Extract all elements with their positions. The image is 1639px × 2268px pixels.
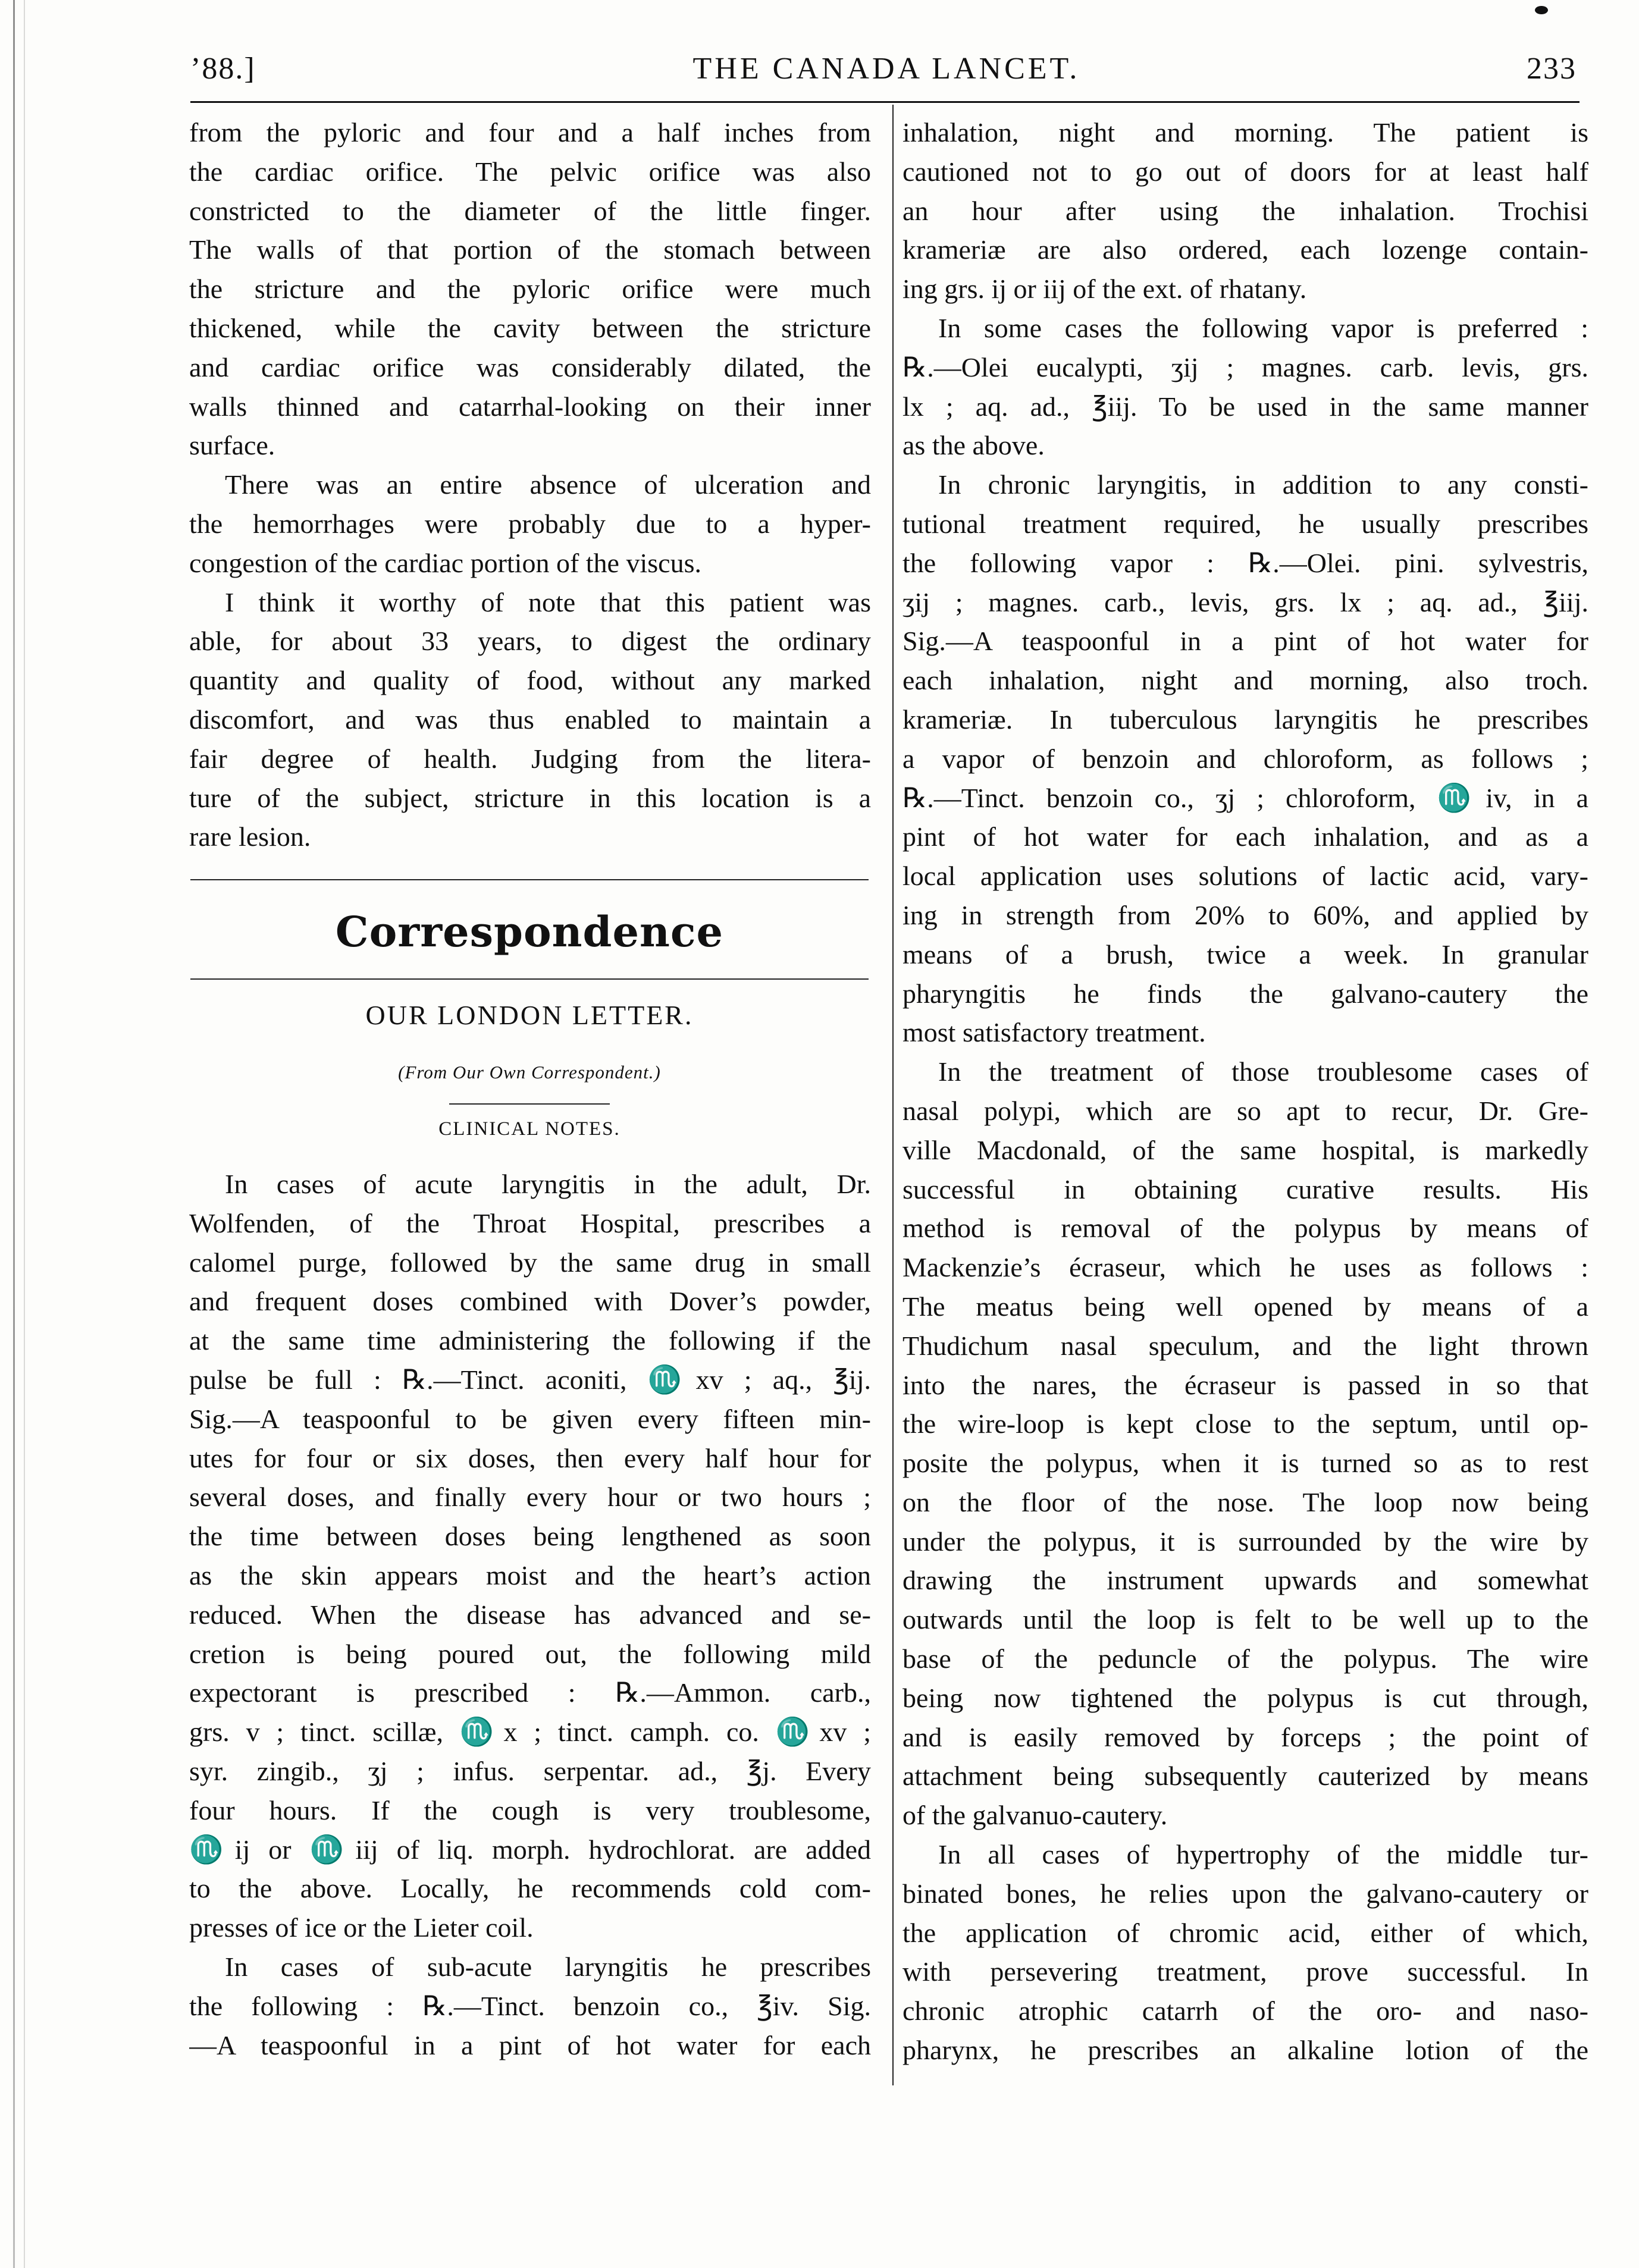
text-line: four hours. If the cough is very troublesome, [189,1795,871,1825]
text-line: as the above. [902,430,1045,461]
text-line: able, for about 33 years, to digest the ordinary [189,626,871,657]
text-line: ℞.—Olei eucalypti, ʒij ; magnes. carb. levis, grs. [902,352,1588,382]
text-line: —A teaspoonful in a pint of hot water for each [189,2029,871,2060]
text-line: the hemorrhages were probably due to a hyper- [189,508,871,539]
text-line: posite the polypus, when it is turned so as to rest [902,1448,1588,1479]
letter-title: OUR LONDON LETTER. [365,1000,694,1030]
header-rule [190,101,1580,103]
text-line: the wire-loop is kept close to the septum, until op- [902,1409,1588,1439]
text-line: attachment being subsequently cauterized by means [902,1761,1588,1792]
text-line: ing in strength from 20% to 60%, and applied by [902,899,1588,930]
text-line: nasal polypi, which are so apt to recur, Dr. Gre- [902,1095,1588,1126]
text-line: In cases of acute laryngitis in the adult, Dr. [225,1169,871,1199]
text-line: ʒij ; magnes. carb., levis, grs. lx ; aq. ad., ℥iij. [902,586,1588,617]
text-line: In some cases the following vapor is preferred : [938,312,1588,343]
text-line: to the above. Locally, he recommends cold com- [189,1873,871,1904]
text-line: several doses, and finally every hour or two hours ; [189,1482,871,1513]
text-line: the stricture and the pyloric orifice were much [189,274,871,305]
text-line: pint of hot water for each inhalation, and as a [902,821,1588,852]
text-line: quantity and quality of food, without any marked [189,665,871,696]
text-line: fair degree of health. Judging from the litera- [189,743,871,774]
text-line: drawing the instrument upwards and somewhat [902,1565,1588,1596]
section-divider-top [190,879,869,880]
text-line: presses of ice or the Lieter coil. [189,1912,534,1943]
text-line: Wolfenden, of the Throat Hospital, prescribes a [189,1207,871,1238]
letter-byline: (From Our Own Correspondent.) [398,1062,661,1083]
text-line: grs. v ; tinct. scillæ, ♏x ; tinct. camph. co. ♏xv ; [189,1717,871,1748]
text-line: and cardiac orifice was considerably dilated, the [189,352,871,382]
text-line: with persevering treatment, prove successful. In [902,1956,1588,1987]
text-line: the following vapor : ℞.—Olei. pini. sylvestris, [902,547,1588,578]
subsection-heading: CLINICAL NOTES. [438,1118,620,1140]
text-line: Sig.—A teaspoonful in a pint of hot water for [902,626,1588,657]
right-column [902,113,1588,2070]
left-column-upper [189,113,871,857]
text-line: thickened, while the cavity between the stricture [189,312,871,343]
text-line: expectorant is prescribed : ℞.—Ammon. carb., [189,1677,871,1708]
text-line: and is easily removed by forceps ; the point of [902,1721,1588,1752]
text-line: syr. zingib., ʒj ; infus. serpentar. ad., ℥j. Every [189,1755,871,1786]
text-line: ture of the subject, stricture in this location is a [189,782,871,813]
text-line: Sig.—A teaspoonful to be given every fifteen min- [189,1403,871,1434]
text-line: the application of chromic acid, either of which, [902,1917,1588,1948]
text-line: ℞.—Tinct. benzoin co., ʒj ; chloroform, ♏iv, in a [902,782,1588,813]
section-divider-bottom [190,978,869,980]
text-line: the cardiac orifice. The pelvic orifice was also [189,156,871,187]
text-line: reduced. When the disease has advanced and se- [189,1599,871,1630]
text-line: ♏ij or ♏iij of liq. morph. hydrochlorat. are added [189,1834,871,1865]
text-line: base of the peduncle of the polypus. The wire [902,1643,1588,1674]
byline-rule [449,1103,610,1105]
text-line: local application uses solutions of lactic acid, vary- [902,861,1588,892]
text-line: congestion of the cardiac portion of the viscus. [189,547,701,578]
text-line: as the skin appears moist and the heart’s action [189,1560,871,1591]
text-line: from the pyloric and four and a half inches from [189,117,871,148]
text-line: Thudichum nasal speculum, and the light thrown [902,1330,1588,1361]
text-line: krameriæ. In tuberculous laryngitis he prescribes [902,704,1588,735]
text-line: cautioned not to go out of doors for at least half [902,156,1588,187]
binding-edge [13,0,15,2268]
text-line: krameriæ are also ordered, each lozenge contain- [902,234,1588,265]
text-line: pulse be full : ℞.—Tinct. aconiti, ♏xv ; aq., ℥ij. [189,1364,871,1395]
text-line: The meatus being well opened by means of a [902,1291,1588,1322]
header-year: ’88.] [190,52,256,86]
text-line: utes for four or six doses, then every half hour for [189,1442,871,1473]
text-line: of the galvanuo-cautery. [902,1800,1168,1831]
text-line: method is removal of the polypus by means of [902,1213,1588,1244]
column-rule [892,105,894,2085]
text-line: the time between doses being lengthened as soon [189,1521,871,1552]
text-line: at the same time administering the following if the [189,1325,871,1356]
text-line: the following : ℞.—Tinct. benzoin co., ℥iv. Sig. [189,1990,871,2021]
running-header [190,43,1582,96]
text-line: chronic atrophic catarrh of the oro- and naso- [902,1996,1588,2027]
text-line: on the floor of the nose. The loop now being [902,1486,1588,1517]
text-line: into the nares, the écraseur is passed in so that [902,1369,1588,1400]
text-line: under the polypus, it is surrounded by the wire by [902,1526,1588,1557]
text-line: means of a brush, twice a week. In granular [902,939,1588,970]
text-line: I think it worthy of note that this patient was [225,586,871,617]
text-line: being now tightened the polypus is cut through, [902,1682,1588,1713]
text-line: In the treatment of those troublesome cases of [938,1056,1588,1087]
text-line: Mackenzie’s écraseur, which he uses as follows : [902,1252,1588,1283]
text-line: surface. [189,430,275,461]
text-line: pharyngitis he finds the galvano-cautery the [902,978,1588,1009]
section-title: Correspondence [335,907,724,956]
text-line: pharynx, he prescribes an alkaline lotion of the [902,2035,1588,2066]
text-line: outwards until the loop is felt to be well up to the [902,1604,1588,1635]
text-line: rare lesion. [189,821,311,852]
text-line: The walls of that portion of the stomach between [189,234,871,265]
text-line: a vapor of benzoin and chloroform, as follows ; [902,743,1588,774]
text-line: In chronic laryngitis, in addition to any consti- [938,469,1588,500]
journal-title: THE CANADA LANCET. [692,52,1080,86]
text-line: There was an entire absence of ulceration and [225,469,871,500]
text-line: an hour after using the inhalation. Trochisi [902,195,1588,226]
left-column-lower [189,1165,871,2065]
text-line: discomfort, and was thus enabled to maintain a [189,704,871,735]
text-line: successful in obtaining curative results. His [902,1174,1588,1204]
text-line: each inhalation, night and morning, also troch. [902,665,1588,696]
text-line: In all cases of hypertrophy of the middle tur- [938,1839,1588,1870]
text-line: and frequent doses combined with Dover’s powder, [189,1286,871,1317]
text-line: binated bones, he relies upon the galvano-cautery or [902,1878,1588,1909]
text-line: most satisfactory treatment. [902,1017,1206,1048]
text-line: calomel purge, followed by the same drug in small [189,1247,871,1278]
text-line: walls thinned and catarrhal-looking on their inner [189,391,871,422]
page-number: 233 [1527,52,1577,86]
text-line: tutional treatment required, he usually prescribes [902,508,1588,539]
text-line: In cases of sub-acute laryngitis he prescribes [225,1951,871,1982]
text-line: inhalation, night and morning. The patient is [902,117,1588,148]
binding-edge-shadow [24,0,25,2268]
text-line: constricted to the diameter of the little finger. [189,195,871,226]
text-line: ing grs. ij or iij of the ext. of rhatany. [902,274,1307,305]
ink-spot [1535,6,1548,14]
text-line: cretion is being poured out, the following mild [189,1638,871,1669]
text-line: ville Macdonald, of the same hospital, is markedly [902,1134,1588,1165]
text-line: lx ; aq. ad., ℥iij. To be used in the same manner [902,391,1588,422]
